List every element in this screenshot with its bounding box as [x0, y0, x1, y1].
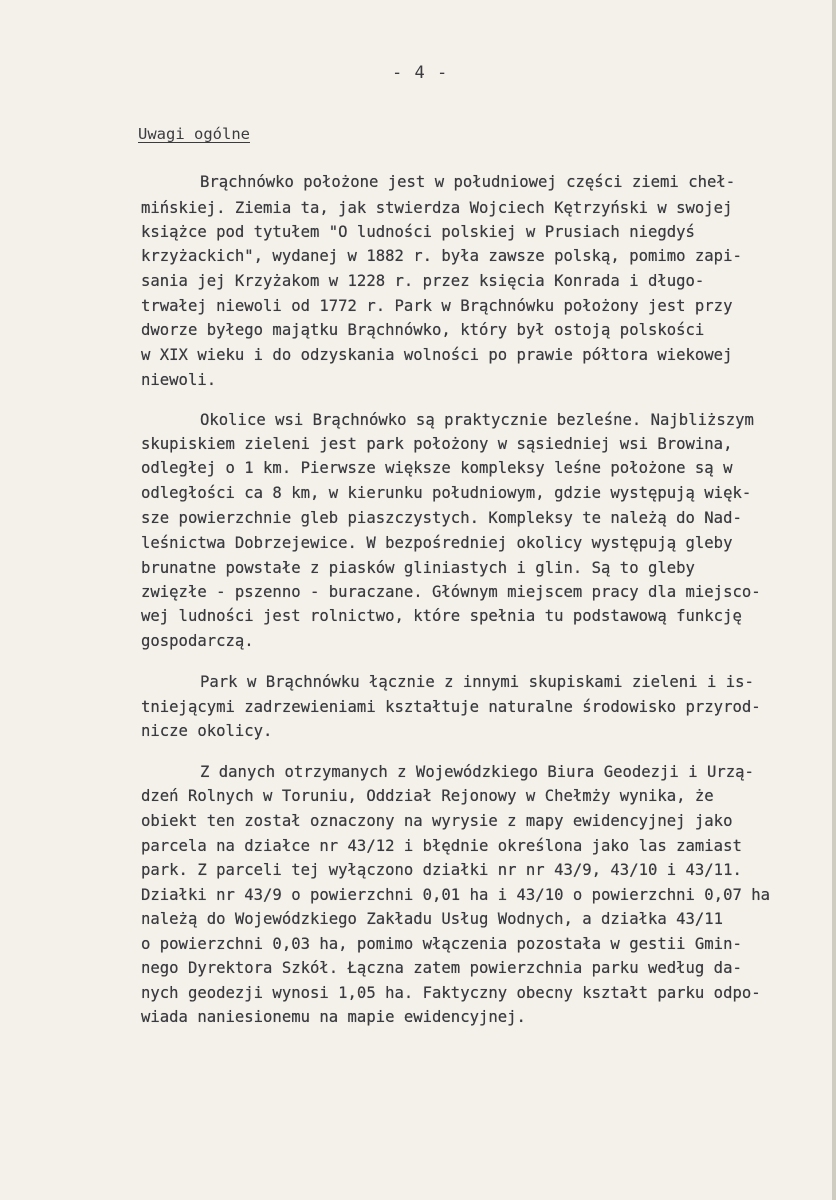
page-number: - 4 - — [392, 63, 449, 83]
text-line: sania jej Krzyżakom w 1228 r. przez księcia Konrada i długo- — [141, 272, 705, 290]
text-line: książce pod tytułem "O ludności polskiej w Prusiach niegdyś — [141, 223, 695, 241]
text-line: Działki nr 43/9 o powierzchni 0,01 ha i 43/10 o powierzchni 0,07 ha — [141, 886, 771, 904]
text-line: niewoli. — [141, 371, 217, 389]
text-line: Park w Brąchnówku łącznie z innymi skupiskami zieleni i is- — [200, 673, 754, 691]
text-line: nicze okolicy. — [141, 722, 273, 740]
text-line: w XIX wieku i do odzyskania wolności po prawie półtora wiekowej — [141, 346, 733, 364]
text-line: skupiskiem zieleni jest park położony w sąsiedniej wsi Browina, — [141, 435, 733, 453]
text-line: odległości ca 8 km, w kierunku południowym, gdzie występują więk- — [141, 484, 752, 502]
text-line: nego Dyrektora Szkół. Łączna zatem powierzchnia parku według da- — [141, 959, 742, 977]
text-line: zwięzłe - pszenno - buraczane. Głównym miejscem pracy dla miejsco- — [141, 583, 761, 601]
text-line: Okolice wsi Brąchnówko są praktycznie bezleśne. Najbliższym — [200, 411, 754, 429]
text-line: wiada naniesionemu na mapie ewidencyjnej. — [141, 1008, 526, 1026]
text-line: leśnictwa Dobrzejewice. W bezpośredniej okolicy występują gleby — [141, 534, 733, 552]
text-line: dworze byłego majątku Brąchnówko, który był ostoją polskości — [141, 321, 705, 339]
text-line: tniejącymi zadrzewieniami kształtuje naturalne środowisko przyrod- — [141, 698, 761, 716]
section-heading: Uwagi ogólne — [138, 125, 250, 143]
text-line: trwałej niewoli od 1772 r. Park w Brąchnówku położony jest przy — [141, 297, 733, 315]
text-line: krzyżackich", wydanej w 1882 r. była zawsze polską, pomimo zapi- — [141, 247, 742, 265]
text-line: Brąchnówko położone jest w południowej części ziemi cheł- — [200, 173, 736, 191]
text-line: wej ludności jest rolnictwo, które spełnia tu podstawową funkcję — [141, 607, 742, 625]
text-line: sze powierzchnie gleb piaszczystych. Kompleksy te należą do Nad- — [141, 509, 742, 527]
text-line: mińskiej. Ziemia ta, jak stwierdza Wojciech Kętrzyński w swojej — [141, 199, 733, 217]
text-line: odległej o 1 km. Pierwsze większe kompleksy leśne położone są w — [141, 459, 733, 477]
text-line: o powierzchni 0,03 ha, pomimo włączenia pozostała w gestii Gmin- — [141, 935, 742, 953]
text-line: parcela na działce nr 43/12 i błędnie określona jako las zamiast — [141, 837, 742, 855]
text-line: nych geodezji wynosi 1,05 ha. Faktyczny obecny kształt parku odpo- — [141, 984, 761, 1002]
text-line: park. Z parceli tej wyłączono działki nr nr 43/9, 43/10 i 43/11. — [141, 861, 742, 879]
text-line: brunatne powstałe z piasków gliniastych i glin. Są to gleby — [141, 559, 695, 577]
text-line: gospodarczą. — [141, 632, 254, 650]
text-line: obiekt ten został oznaczony na wyrysie z mapy ewidencyjnej jako — [141, 812, 733, 830]
text-line: należą do Wojewódzkiego Zakładu Usług Wodnych, a działka 43/11 — [141, 910, 724, 928]
text-line: Z danych otrzymanych z Wojewódzkiego Biura Geodezji i Urzą- — [200, 763, 754, 781]
text-line: dzeń Rolnych w Toruniu, Oddział Rejonowy w Chełmży wynika, że — [141, 787, 714, 805]
